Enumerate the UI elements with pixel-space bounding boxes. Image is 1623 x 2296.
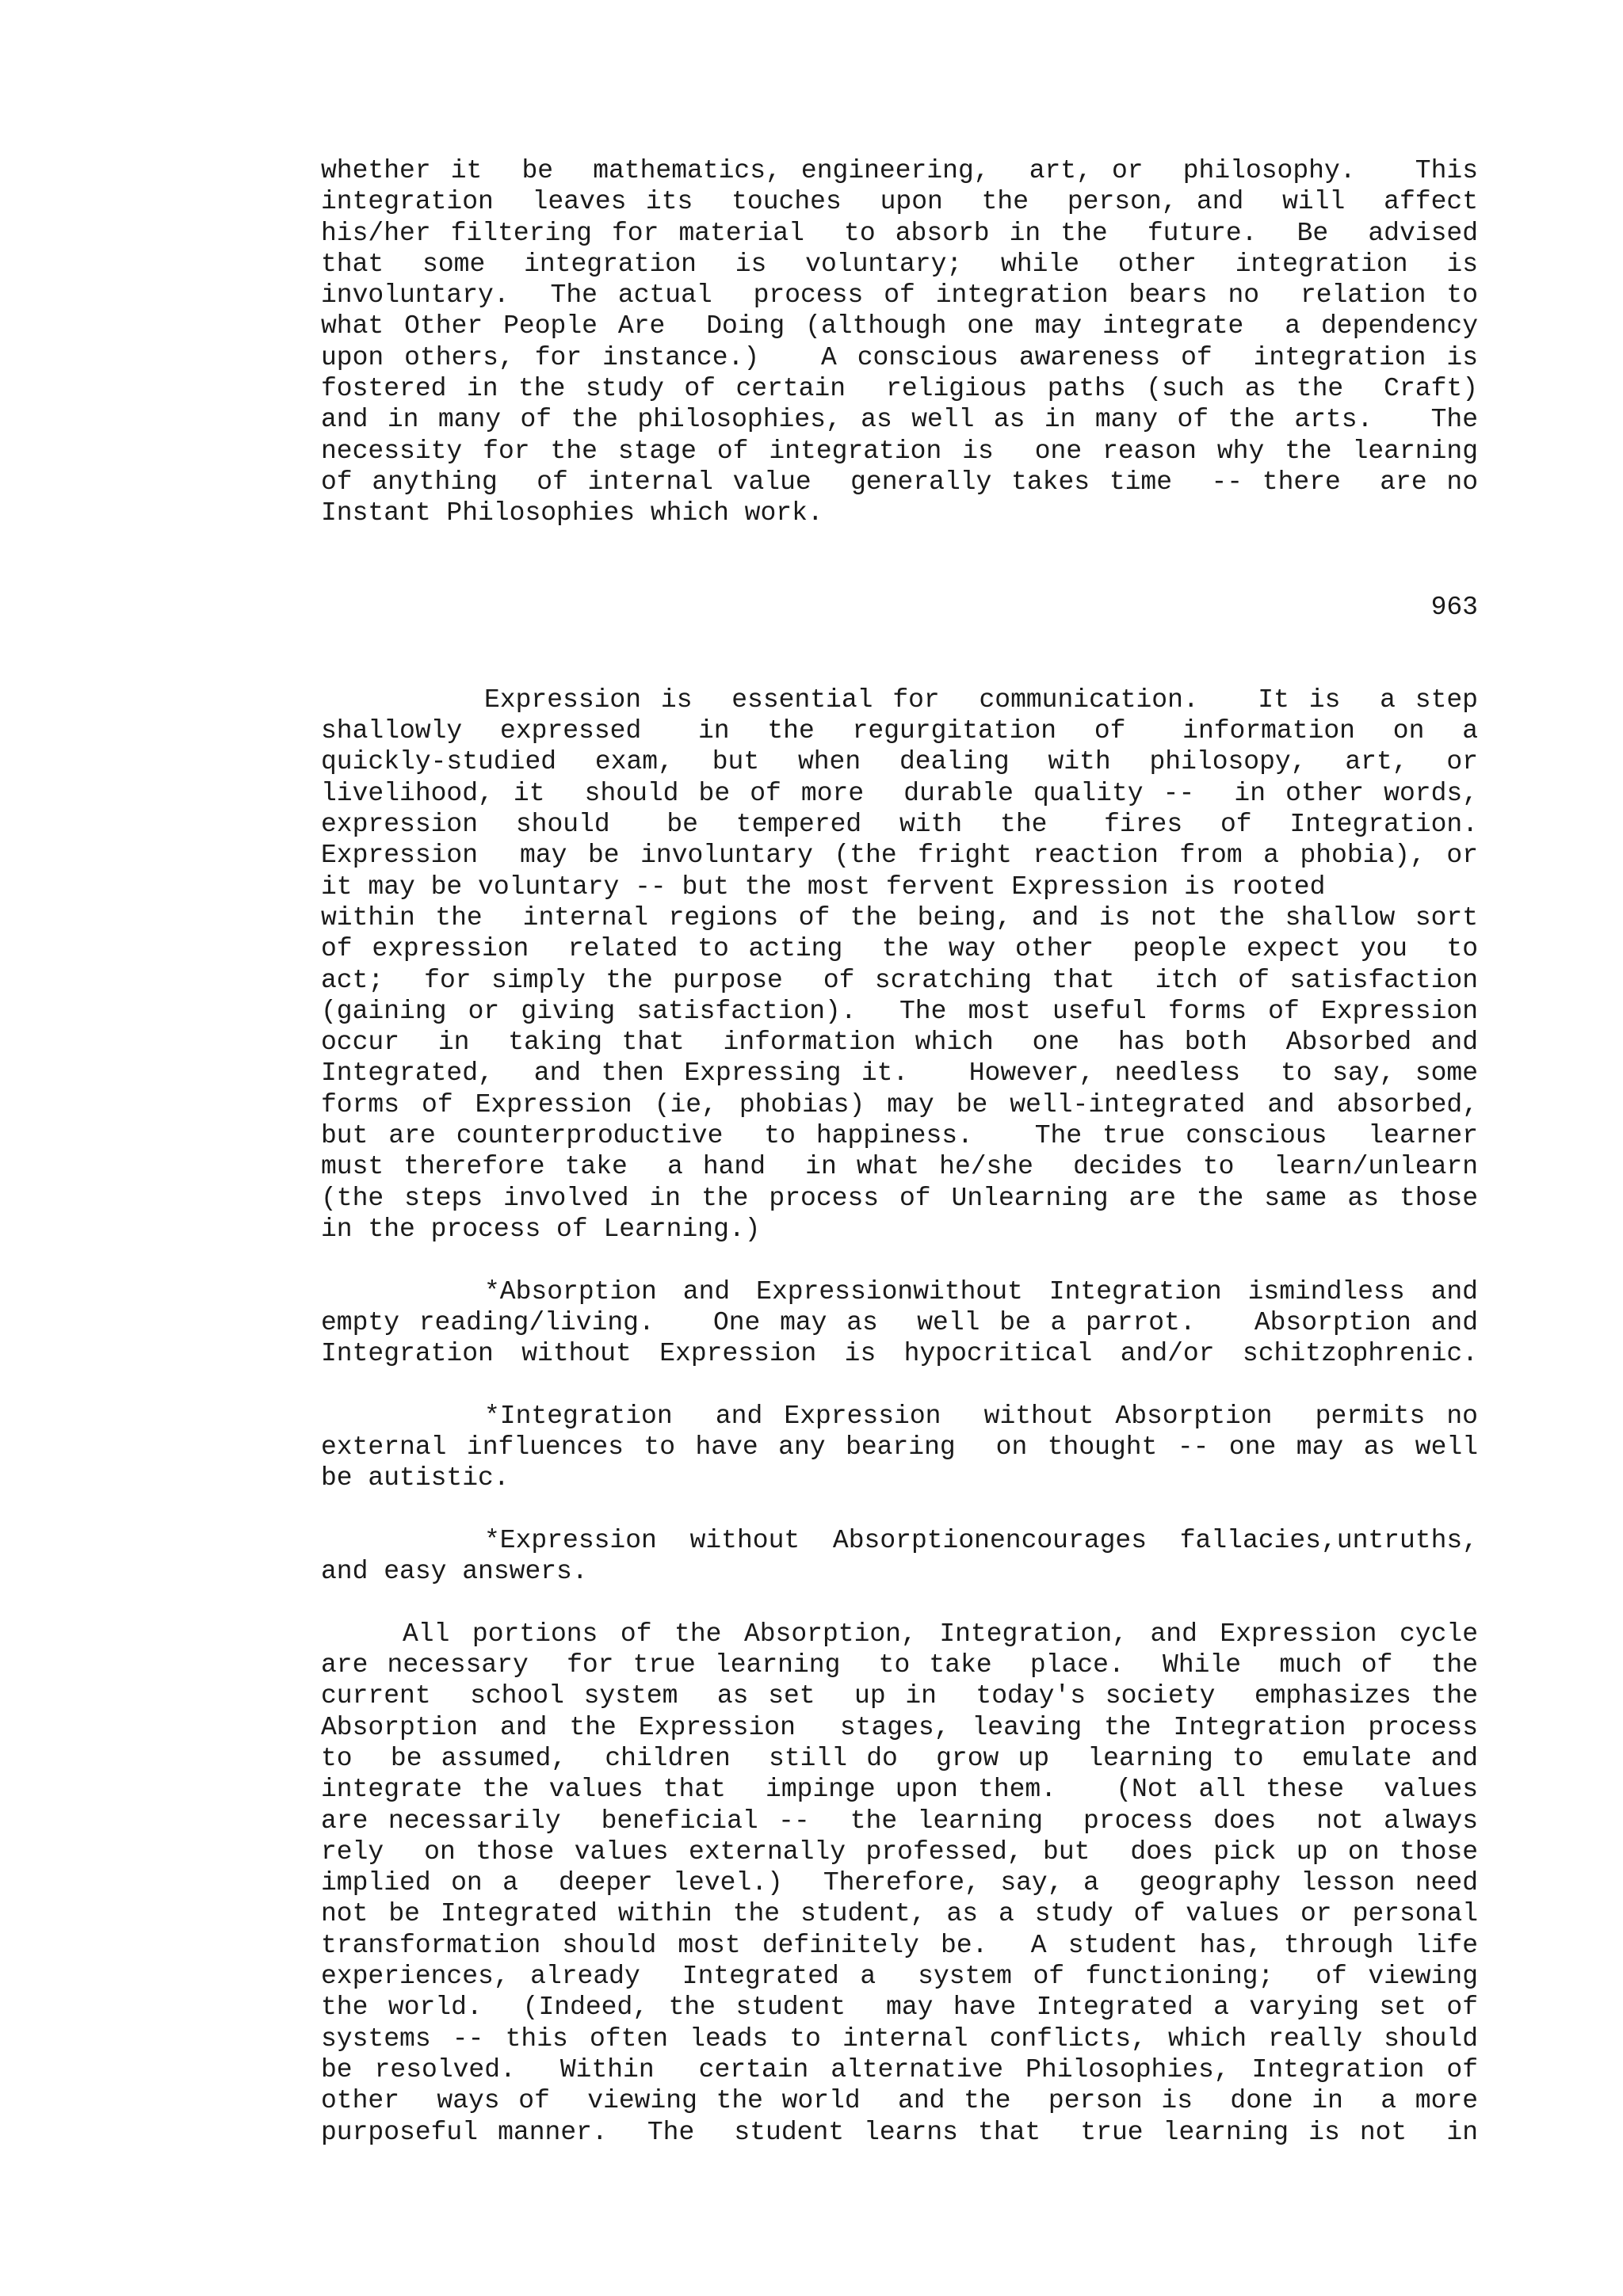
text-line: act; for simply the purpose of scratching that itch of satisfaction [321,965,1478,995]
paragraph-integration-expression [321,1401,1478,1494]
text-line: forms of Expression (ie, phobias) may be well-integrated and absorbed, [321,1089,1478,1119]
text-line: quickly-studied exam, but when dealing with philosopy, art, or [321,747,1478,777]
text-line: are necessarily beneficial -- the learning process does not always [321,1806,1478,1836]
text-line: of expression related to acting the way other people expect you to [321,934,1478,964]
text-line: integration leaves its touches upon the person, and will affect [321,187,1478,217]
paragraph-expression [321,685,1478,1245]
text-line: necessity for the stage of integration is one reason why the learning [321,436,1478,466]
text-line: purposeful manner. The student learns that true learning is not in [321,2117,1478,2147]
text-line: that some integration is voluntary; while other integration is [321,249,1478,279]
text-line: All portions of the Absorption, Integration, and Expression cycle [403,1619,1478,1649]
text-line: (the steps involved in the process of Unlearning are the same as those [321,1183,1478,1213]
text-line: transformation should most definitely be. A student has, through life [321,1930,1478,1960]
text-line: not be Integrated within the student, as a study of values or personal [321,1899,1478,1929]
text-line: implied on a deeper level.) Therefore, say, a geography lesson need [321,1868,1478,1898]
paragraph-absorption-expression [321,1276,1478,1370]
page-number: 963 [1430,592,1478,622]
text-line: and easy answers. [321,1557,588,1587]
text-line: what Other People Are Doing (although one may integrate a dependency [321,311,1478,341]
text-line: empty reading/living. One may as well be a parrot. Absorption and [321,1307,1478,1337]
text-line: Integrated, and then Expressing it. However, needless to say, some [321,1058,1478,1089]
paragraph-cycle [321,1619,1478,2148]
text-line: *Expression without Absorptionencourages fallacies,untruths, [484,1525,1478,1555]
text-line: it may be voluntary -- but the most fervent Expression is rooted [321,871,1326,902]
paragraph-expression-absorption [321,1525,1478,1588]
text-line: be resolved. Within certain alternative Philosophies, Integration of [321,2054,1478,2084]
text-line: be autistic. [321,1463,510,1493]
text-line: fostered in the study of certain religious paths (such as the Craft) [321,374,1478,404]
text-line: his/her filtering for material to absorb in the future. Be advised [321,218,1478,248]
text-line: Absorption and the Expression stages, leaving the Integration process [321,1712,1478,1742]
text-line: experiences, already Integrated a system of functioning; of viewing [321,1962,1478,1992]
text-line: and in many of the philosophies, as well as in many of the arts. The [321,405,1478,435]
text-line: *Integration and Expression without Absorption permits no [484,1401,1478,1431]
text-line: involuntary. The actual process of integration bears no relation to [321,280,1478,311]
text-line: other ways of viewing the world and the person is done in a more [321,2086,1478,2116]
text-line: the world. (Indeed, the student may have Integrated a varying set of [321,1993,1478,2023]
text-line: rely on those values externally professed, but does pick up on those [321,1836,1478,1867]
text-line: of anything of internal value generally takes time -- there are no [321,467,1478,497]
text-line: upon others, for instance.) A conscious awareness of integration is [321,342,1478,372]
text-line: are necessary for true learning to take place. While much of the [321,1650,1478,1680]
text-line: Integration without Expression is hypocritical and/or schitzophrenic. [321,1339,1478,1369]
text-line: Expression is essential for communication. It is a step [484,685,1478,715]
text-line: within the internal regions of the being, and is not the shallow sort [321,902,1478,933]
text-line: to be assumed, children still do grow up learning to emulate and [321,1743,1478,1773]
text-line: in the process of Learning.) [321,1214,761,1244]
text-line: Expression may be involuntary (the fright reaction from a phobia), or [321,841,1478,871]
text-line: whether it be mathematics, engineering, art, or philosophy. This [321,156,1478,185]
text-line: (gaining or giving satisfaction). The most useful forms of Expression [321,996,1478,1026]
text-line: current school system as set up in today's society emphasizes the [321,1681,1478,1711]
text-line: occur in taking that information which one has both Absorbed and [321,1028,1478,1058]
text-line: but are counterproductive to happiness. The true conscious learner [321,1121,1478,1151]
text-line: shallowly expressed in the regurgitation of information on a [321,716,1478,746]
text-line: external influences to have any bearing on thought -- one may as well [321,1432,1478,1462]
text-line: expression should be tempered with the fires of Integration. [321,810,1478,840]
text-line: must therefore take a hand in what he/she decides to learn/unlearn [321,1152,1478,1182]
text-line: livelihood, it should be of more durable quality -- in other words, [321,778,1478,808]
text-line: integrate the values that impinge upon them. (Not all these values [321,1775,1478,1805]
text-line: Instant Philosophies which work. [321,498,823,528]
paragraph-integration-end [321,155,1478,529]
text-line: *Absorption and Expressionwithout Integration ismindless and [484,1276,1478,1306]
document-page [321,155,1478,2148]
text-line: systems -- this often leads to internal conflicts, which really should [321,2023,1478,2054]
